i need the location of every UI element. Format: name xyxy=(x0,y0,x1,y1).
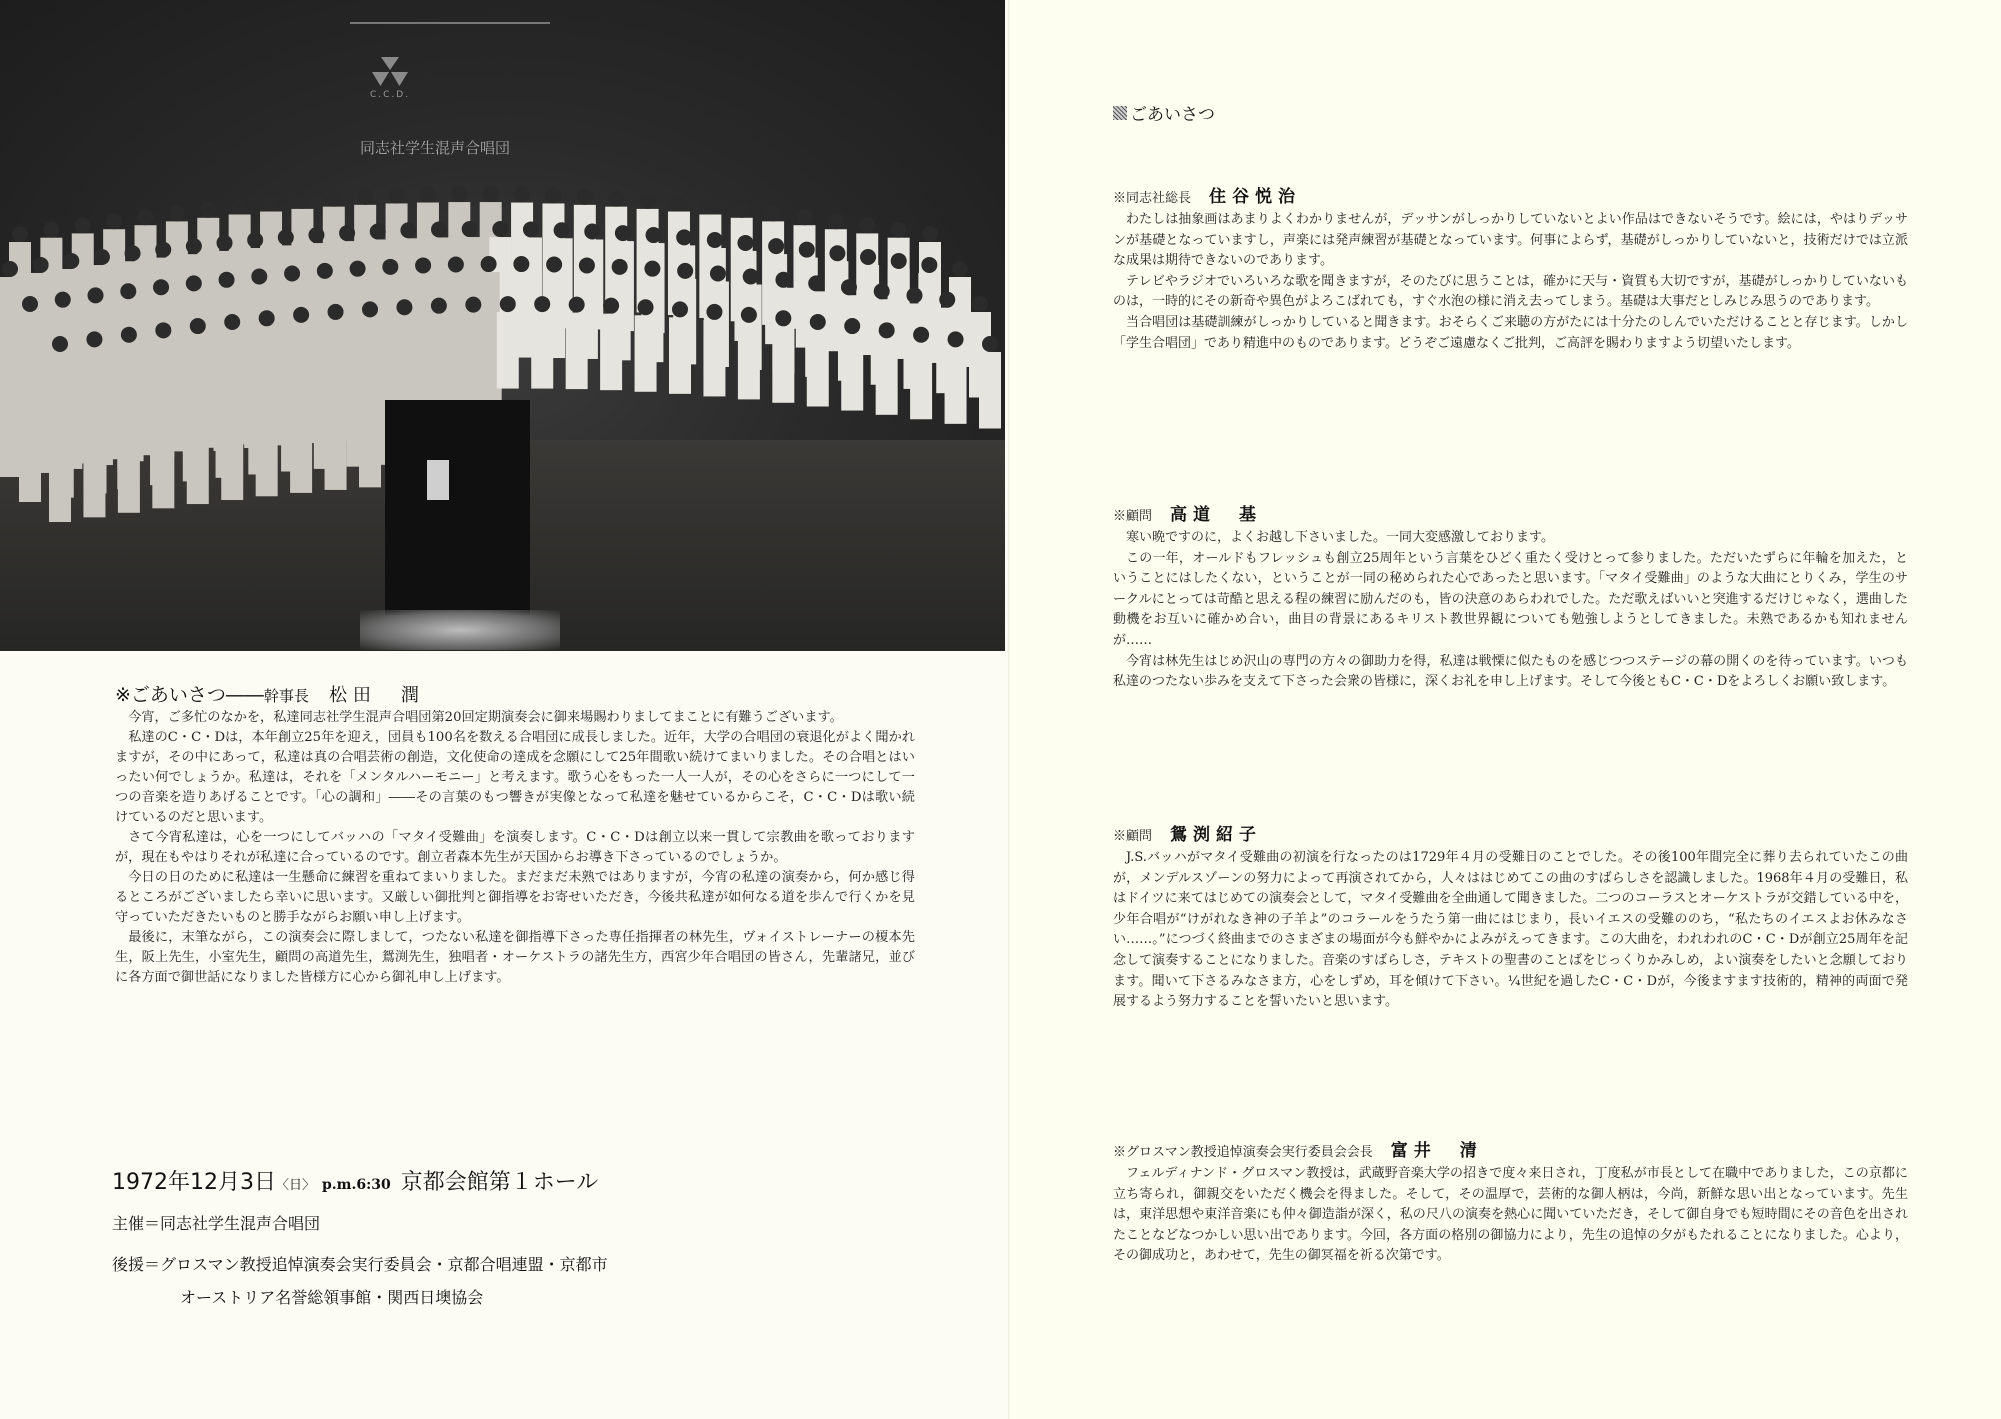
message-heading xyxy=(1113,182,1908,210)
choir-member-head xyxy=(939,292,955,308)
choir-member-head xyxy=(278,229,294,245)
choir-member-head xyxy=(217,235,233,251)
choir-member-head xyxy=(706,304,722,320)
choir-member-head xyxy=(350,261,366,277)
choir-member-head xyxy=(523,221,539,237)
choir-member-head xyxy=(952,261,968,277)
choir-member xyxy=(221,330,243,500)
choir-member-head xyxy=(362,301,378,317)
choir-member-head xyxy=(294,193,310,209)
choir-member-head xyxy=(219,272,235,288)
choir-member-head xyxy=(121,327,137,343)
choir-member-head xyxy=(483,186,499,202)
choir-member-head xyxy=(577,189,593,205)
choir-member-head xyxy=(389,187,405,203)
choir-member-head xyxy=(676,229,692,245)
message-heading xyxy=(1113,1136,1908,1164)
choir-member xyxy=(118,343,140,513)
choir-member-head xyxy=(545,187,561,203)
paragraph: テレビやラジオでいろいろな歌を聞きますが，そのたびに思うことは，確かに天与・資質も大切ですが，基礎がしっかりしていないものは，一時的にその新奇や異色がよろこばれても，すぐ水泡の様に消え去ってしまう。基礎は大事だとしみじみ思うのであります。 xyxy=(1113,273,1908,310)
choir-member xyxy=(325,320,347,490)
choir-member xyxy=(187,334,209,504)
choir-member-head xyxy=(514,187,530,203)
choir-member-head xyxy=(603,298,619,314)
event-day-of-week: 〈日〉 xyxy=(275,1178,315,1193)
choir-member xyxy=(0,277,21,477)
paragraph: J.S.バッハがマタイ受難曲の初演を行なったのは1729年４月の受難日のことでした。その後100年間完全に葬り去られていたこの曲が，メンデルスゾーンの努力によって再演されてから，人々ははじめてこの曲のすばらしさを認識しました。1968年４月の受難日，私はドイツに来てはじめての演奏会として，マタイ受難曲を全曲通して聞きました。二つのコーラスとオーケストラが交錯している中を，少年合唱が“けがれなき神の子羊よ”のコラールをうたう第一曲にはじまり，長いイエスの受難ののち，“私たちのイエスよお休みなさい……。”につづく終曲までのさまざまの場面が今も鮮やかによみがえってきます。この大曲を，われわれのC・C・Dが創立25周年を記念して演奏することになりました。音楽のすばらしさ，テキストの聖書のことばをじっくりかみしめ，よい演奏をしたいと念願しております。聞いて下さるみなさま方，心をしずめ，耳を傾けて下さい。¼世紀を過したC・C・Dが，今後ますます技術的，精神的両面で発展するよう努力することを誓いたいと思います。 xyxy=(1113,850,1909,1010)
choir-member xyxy=(49,352,71,522)
choir-member-head xyxy=(63,253,79,269)
choir-member xyxy=(841,334,863,411)
message-section xyxy=(1113,182,1908,354)
choir-member-head xyxy=(190,318,206,334)
sheet-music xyxy=(427,460,449,500)
choir-member-head xyxy=(579,257,595,273)
event-host: 主催＝同志社学生混声合唱団 xyxy=(112,1214,321,1233)
choir-member-head xyxy=(396,299,412,315)
hatched-square-icon xyxy=(1113,106,1127,120)
choir-member-head xyxy=(263,196,279,212)
choir-member-head xyxy=(420,187,436,203)
paragraph: わたしは抽象画はあまりよくわかりませんが，デッサンがしっかりしていないとよい作品はできないそうです。絵には，やはりデッサンが基礎となっていますし，声楽には発声練習が基礎となっています。何事によらず，基礎がしっかりしていないと，技術だけでは立派な成果は期待できないのであります。 xyxy=(1113,212,1908,269)
event-support-line-2: オーストリア名誉総領事館・関西日墺協会 xyxy=(180,1288,484,1307)
choir-member xyxy=(807,330,829,407)
event-support-line-1: 後援＝グロスマン教授追悼演奏会実行委員会・京都合唱連盟・京都市 xyxy=(112,1255,608,1274)
paragraph: 今日の日のために私達は一生懸命に練習を重ねてまいりました。まだまだ未熟ではありますが，今宵の私達の演奏から，何か感じ得るところがございましたら幸いに思います。又厳しい御批判と御指導をお寄せいただき，今後共私達が如何なる道を歩んで行くかを見守っていただきたいものと勝手ながらお願い申し上げます。 xyxy=(115,870,915,925)
event-time: p.m.6:30 xyxy=(322,1177,391,1193)
message-heading xyxy=(1113,820,1908,848)
choir-member-head xyxy=(860,249,876,265)
choir-member-head xyxy=(88,287,104,303)
choir-member xyxy=(256,326,278,496)
choir-member-head xyxy=(431,298,447,314)
choir-member-head xyxy=(308,227,324,243)
choir-member-head xyxy=(247,232,263,248)
choir-member-head xyxy=(153,279,169,295)
choir-member-head xyxy=(775,272,791,288)
choir-member-head xyxy=(293,307,309,323)
choir-member xyxy=(497,312,519,389)
choir-member xyxy=(979,352,1001,429)
choir-member-head xyxy=(828,213,844,229)
choir-member-head xyxy=(829,245,845,261)
choir-member-head xyxy=(224,314,240,330)
greeting-name: 松田 潤 xyxy=(328,685,425,706)
choir-member-head xyxy=(743,268,759,284)
message-author: 住谷悦治 xyxy=(1209,187,1302,207)
event-venue: 京都会館第１ホール xyxy=(400,1170,599,1195)
choir-member-head xyxy=(982,336,998,352)
choir-member-head xyxy=(672,301,688,317)
choir-member-head xyxy=(640,193,656,209)
choir-member-head xyxy=(859,217,875,233)
choir-member-head xyxy=(169,205,185,221)
choir-member-head xyxy=(357,189,373,205)
message-section xyxy=(1113,820,1908,1013)
choir-member-head xyxy=(251,268,267,284)
choir-member-head xyxy=(608,191,624,207)
choir-member xyxy=(566,313,588,390)
event-info xyxy=(112,1165,812,1308)
choir-member-head xyxy=(106,213,122,229)
choir-member-head xyxy=(707,232,723,248)
choir-member-head xyxy=(546,257,562,273)
paragraph: さて今宵私達は，心を一つにしてバッハの「マタイ受難曲」を演奏します。C・C・Dは創立以来一貫して宗教曲を歌っておりますが，現在もやはりそれが私達に合っているのです。創立者森本先生が天国からお導き下さっているのでしょうか。 xyxy=(115,830,915,865)
choir-member-head xyxy=(584,223,600,239)
choir-member-head xyxy=(796,209,812,225)
choir-member-head xyxy=(638,299,654,315)
choir-member-head xyxy=(481,256,497,272)
choir-member-head xyxy=(913,327,929,343)
choir-member-head xyxy=(841,279,857,295)
choir-member-head xyxy=(741,307,757,323)
choir-member-head xyxy=(120,283,136,299)
message-heading xyxy=(1113,500,1908,528)
choir-member-head xyxy=(921,257,937,273)
choir-member-head xyxy=(186,238,202,254)
message-role: ※同志社総長 xyxy=(1113,191,1192,206)
banner-text: 同志社学生混声合唱団 xyxy=(360,139,511,157)
choir-member-head xyxy=(948,331,964,347)
choir-member-head xyxy=(734,202,750,218)
choir-member-head xyxy=(737,235,753,251)
choir-member-head xyxy=(326,191,342,207)
greeting-section xyxy=(115,680,915,988)
paragraph: 私達のC・C・Dは，本年創立25年を迎え，団員も100名を数える合唱団に成長しました。近年，大学の合唱団の衰退化がよく聞かれますが，その中にあって，私達は真の合唱芸術の創造，文化使命の達成を念願にして25年間歌い続けてまいりました。その合唱とはいったい何でしょうか。私達は，それを「メンタルハーモニー」と考えます。歌う心をもった一人一人が，その心をさらに一つにして一つの音楽を造りあげることです。「心の調和」――その言葉のもつ響きが実像となって私達を魅せているからこそ，C・C・Dは歌い続けているのだと思います。 xyxy=(115,730,915,825)
paragraph: 今宵は林先生はじめ沢山の専門の方々の御助力を得，私達は戦慄に似たものを感じつつステージの幕の開くのを待っています。いつも私達のつたない歩みを支えて下さった会衆の皆様に，深くお礼を申し上げます。そして今後ともC・C・Dをよろしくお願い致します。 xyxy=(1113,653,1908,690)
choir-member-head xyxy=(86,331,102,347)
choir-member-head xyxy=(891,253,907,269)
paragraph: 寒い晩ですのに，よくお越し下さいました。一同大変感激しております。 xyxy=(1126,530,1554,545)
spotlight xyxy=(360,610,560,650)
choir-member-head xyxy=(765,205,781,221)
message-author: 富井 清 xyxy=(1390,1141,1483,1161)
choir-member xyxy=(531,312,553,389)
event-date: 1972年12月3日 xyxy=(112,1170,276,1195)
choir-member-head xyxy=(155,242,171,258)
choir-member-head xyxy=(43,222,59,238)
choir-member-head xyxy=(891,222,907,238)
choir-member-head xyxy=(879,322,895,338)
choir-member xyxy=(83,347,105,517)
choir-member-head xyxy=(125,245,141,261)
choir-banner xyxy=(350,22,560,167)
paragraph: フェルディナンド・グロスマン教授は，武蔵野音楽大学の招きで度々来日され，丁度私が市長として在職中でありました，この京都に立ち寄られ，御親交をいただく機会を得ました。そして，その温厚で，芸術的な御人柄は，今尚，新鮮な思い出となっています。先生は，東洋思想や東洋音楽にも仲々御造詣が深く，私の尺八の演奏を熱心に聞いていただき，そして御自身でも短時間にその音色を出されたことなどなつかしい思い出であります。今回，各方面の格別の御協力により，先生の追悼の夕がもたれることになりました。心より，その御成功と，あわせて，先生の御冥福を祈る次第です。 xyxy=(1113,1166,1908,1264)
choir-member-head xyxy=(317,263,333,279)
message-author: 鴛渕紹子 xyxy=(1170,825,1263,845)
greeting-heading xyxy=(115,680,915,708)
choir-member-head xyxy=(415,257,431,273)
choir-member-head xyxy=(768,238,784,254)
choir-member-head xyxy=(646,227,662,243)
message-role: ※グロスマン教授追悼演奏会実行委員会会長 xyxy=(1113,1145,1373,1160)
choir-member xyxy=(876,338,898,415)
choir-member-head xyxy=(232,198,248,214)
choir-member-head xyxy=(339,225,355,241)
choir-member-head xyxy=(799,242,815,258)
choir-member-head xyxy=(328,304,344,320)
choir-member xyxy=(703,320,725,397)
choir-member xyxy=(772,326,794,403)
choir-member-head xyxy=(22,296,38,312)
choir-member-head xyxy=(462,221,478,237)
message-role: ※顧問 xyxy=(1113,509,1153,524)
choir-member-head xyxy=(554,222,570,238)
paragraph: 最後に，末筆ながら，この演奏会に際しまして，つたない私達を御指導下さった専任指揮者の林先生，ヴォイストレーナーの榎本先生，阪上先生，小室先生，顧問の高道先生，鴛渕先生，独唱者・オーケストラの諸先生方，西宮少年合唱団の皆さん，先輩諸兄，並びに各方面で御世話になりました皆様方に心から御礼申し上げます。 xyxy=(115,930,915,985)
piano xyxy=(385,400,530,615)
choir-member-head xyxy=(874,283,890,299)
choir-member-head xyxy=(284,266,300,282)
right-title-text: ごあいさつ xyxy=(1130,105,1215,125)
choir-member-head xyxy=(52,336,68,352)
right-page-title xyxy=(1113,100,1215,125)
choir-member-head xyxy=(400,222,416,238)
choir-member xyxy=(635,315,657,392)
choir-member-head xyxy=(710,266,726,282)
banner-rod xyxy=(350,22,550,24)
choir-member xyxy=(19,312,41,502)
choir-member-head xyxy=(370,223,386,239)
choir-member-head xyxy=(2,261,18,277)
choir-member-head xyxy=(33,257,49,273)
choir-member xyxy=(600,314,622,391)
logo-text: C.C.D. xyxy=(370,90,411,100)
choir-member-head xyxy=(465,297,481,313)
message-author: 高道 基 xyxy=(1170,505,1263,525)
choir-member-head xyxy=(775,310,791,326)
choir-member-head xyxy=(569,297,585,313)
triangle-logo-icon xyxy=(372,57,408,87)
choir-member xyxy=(152,338,174,508)
choir-member xyxy=(910,343,932,420)
choir-member-head xyxy=(922,226,938,242)
greeting-role: 幹事長 xyxy=(263,687,309,705)
choir-member-head xyxy=(972,296,988,312)
choir-member-head xyxy=(138,209,154,225)
choir-member xyxy=(738,323,760,400)
choir-member-head xyxy=(259,310,275,326)
choir-member-head xyxy=(500,296,516,312)
choir-member-head xyxy=(55,292,71,308)
choir-member-head xyxy=(671,196,687,212)
message-section xyxy=(1113,1136,1908,1267)
choir-member-head xyxy=(186,275,202,291)
choir-member-head xyxy=(534,296,550,312)
message-role: ※顧問 xyxy=(1113,829,1153,844)
choir-member xyxy=(359,317,381,487)
choir-member-head xyxy=(155,322,171,338)
choir-member-head xyxy=(808,275,824,291)
choir-photo xyxy=(0,0,1005,651)
event-date-line xyxy=(112,1165,812,1199)
choir-member-head xyxy=(615,225,631,241)
choir-member-head xyxy=(906,287,922,303)
choir-member-head xyxy=(448,257,464,273)
choir-member-head xyxy=(702,198,718,214)
choir-member-head xyxy=(382,259,398,275)
choir-member-head xyxy=(844,318,860,334)
choir-member-head xyxy=(431,221,447,237)
choir-member-head xyxy=(644,261,660,277)
choir-member-head xyxy=(75,217,91,233)
choir-member-head xyxy=(513,256,529,272)
paragraph: この一年，オールドもフレッシュも創立25周年という言葉をひどく重たく受けとって参りました。ただいたずらに年輪を加えた，ということにはしたくない，ということが一同の秘められた心であったと思います。「マタイ受難曲」のような大曲にとりくみ，学生のサークルにとっては苛酷と思える程の練習に励んだのも，皆の決意のあらわれでした。ただ歌えばいいと突進するだけじゃなく，選曲した動機をお互いに確かめ合い，曲目の背景にあるキリスト教世界観についても勉強しようとしてきました。未熟であるかも知れませんが…… xyxy=(1113,550,1908,648)
choir-member xyxy=(945,347,967,424)
choir-member-head xyxy=(12,226,28,242)
message-section xyxy=(1113,500,1908,693)
choir-member-head xyxy=(451,186,467,202)
choir-member-head xyxy=(200,202,216,218)
choir-member xyxy=(290,323,312,493)
choir-member-head xyxy=(94,249,110,265)
choir-member xyxy=(669,317,691,394)
paragraph: 今宵，ご多忙のなかを，私達同志社学生混声合唱団第20回定期演奏会に御来場賜わりましてまことに有難うございます。 xyxy=(128,710,843,725)
choir-member-head xyxy=(810,314,826,330)
greeting-title: ※ごあいさつ―― xyxy=(115,684,264,706)
choir-member-head xyxy=(677,263,693,279)
choir-member-head xyxy=(612,259,628,275)
paragraph: 当合唱団は基礎訓練がしっかりしていると聞きます。おそらくご来聴の方がたには十分たのしんでいただけることと存じます。しかし「学生合唱団」であり精進中のものであります。どうぞご遠慮なくご批判，ご高評を賜わりますよう切望いたします。 xyxy=(1113,314,1908,351)
choir-member-head xyxy=(492,221,508,237)
